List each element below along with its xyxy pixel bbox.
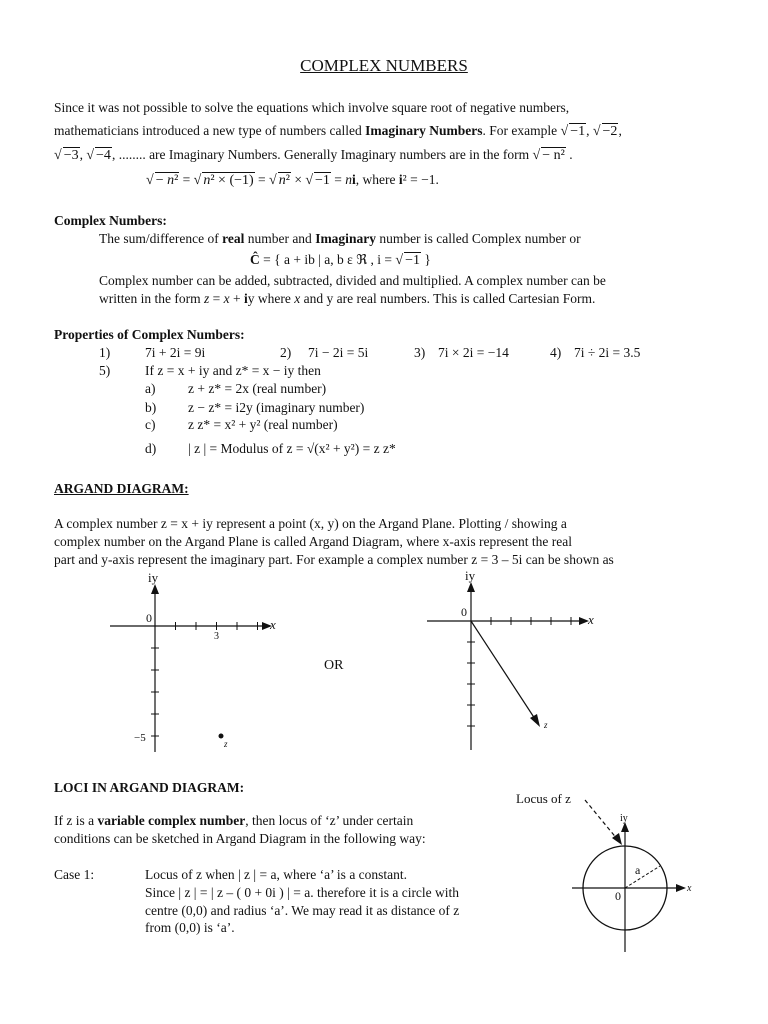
text: number is called Complex number or — [375, 231, 581, 246]
intro-text: . For example — [482, 123, 561, 138]
case-1-label: Case 1: — [54, 867, 95, 882]
argand-heading: ARGAND DIAGRAM: — [54, 481, 189, 496]
prop-5-num: 5) — [99, 363, 111, 378]
argand-line-1: A complex number z = x + iy represent a point (x, y) on the Argand Plane. Plotting / showing a — [54, 516, 567, 531]
g2-z-label: z — [544, 720, 548, 730]
intro-text: mathematicians introduced a new type of numbers called — [54, 123, 366, 138]
case-1-line-2: Since | z | = | z – ( 0 + 0i ) | = a. therefore it is a circle with — [145, 885, 460, 900]
g1-x-label: x — [270, 617, 276, 632]
radical: √ −2 — [592, 124, 618, 139]
prop-1: 7i + 2i = 9i — [145, 345, 206, 360]
locus-radius-label: a — [635, 863, 641, 877]
prop-b-num: b) — [145, 400, 157, 415]
g1-origin-label: 0 — [146, 611, 152, 625]
text: , then locus of ‘z’ under certain — [245, 813, 414, 828]
radical: √ − n² — [532, 148, 565, 163]
imaginary-numbers-term: Imaginary Numbers — [365, 123, 483, 138]
radical: √ −3 — [54, 148, 79, 163]
or-label: OR — [324, 658, 344, 673]
g2-iy-label: iy — [465, 568, 476, 583]
locus-iy-label: iy — [620, 813, 628, 824]
locus-origin-label: 0 — [615, 889, 621, 903]
prop-d-num: d) — [145, 441, 157, 456]
g1-y-arrow — [151, 584, 159, 594]
text: If z is a — [54, 813, 98, 828]
case-1-line-4: from (0,0) is ‘a’. — [145, 920, 235, 935]
properties-heading: Properties of Complex Numbers: — [54, 327, 245, 342]
radical: √ −4 — [86, 148, 111, 163]
prop-4-num: 4) — [550, 345, 562, 360]
locus-x-label: x — [687, 883, 692, 894]
prop-d: | z | = Modulus of z = √(x² + y²) = z z* — [188, 441, 396, 456]
intro-line-1: Since it was not possible to solve the equations which involve square root of negative numbers, — [54, 100, 570, 115]
prop-b: z − z* = i2y (imaginary number) — [188, 400, 365, 415]
loci-line-1 — [54, 813, 413, 829]
locus-radius — [625, 866, 660, 888]
prop-a: z + z* = 2x (real number) — [188, 381, 327, 396]
prop-5: If z = x + iy and z* = x − iy then — [145, 363, 321, 378]
page-title: COMPLEX NUMBERS — [300, 56, 468, 75]
argand-line-3: part and y-axis represent the imaginary part. For example a complex number z = 3 – 5i can be shown as — [54, 552, 614, 567]
loci-heading: LOCI IN ARGAND DIAGRAM: — [54, 780, 245, 795]
prop-4: 7i ÷ 2i = 3.5 — [574, 345, 641, 360]
intro-equation: √ − n² = √ n² × (−1) = √ n² × √ −1 = ni, where i² = −1. — [146, 172, 439, 188]
prop-a-num: a) — [145, 381, 156, 396]
locus-x-arrow — [676, 884, 686, 892]
case-1-line-3: centre (0,0) and radius ‘a’. We may read it as distance of z — [145, 903, 460, 918]
g2-origin-label: 0 — [461, 605, 467, 619]
radicand: −2 — [602, 124, 618, 139]
intro-text: , ........ are Imaginary Numbers. Generally Imaginary numbers are in the form — [111, 147, 533, 162]
prop-2-num: 2) — [280, 345, 292, 360]
complex-line-4: written in the form z = x + iy where x and y are real numbers. This is called Cartesian Form. — [99, 291, 596, 306]
locus-pointer — [585, 800, 618, 840]
radicand: − n² — [542, 148, 565, 163]
g2-vector — [471, 621, 537, 722]
intro-line-3: √ −3, √ −4, ........ are Imaginary Numbers. Generally Imaginary numbers are in the form √ − n² . — [54, 147, 573, 163]
g1-tick-3-label: 3 — [214, 631, 219, 642]
g1-point — [219, 734, 224, 739]
radicand: −3 — [63, 148, 79, 163]
loci-line-2: conditions can be sketched in Argand Diagram in the following way: — [54, 831, 426, 846]
radicand: −4 — [96, 148, 111, 163]
intro-line-2: mathematicians introduced a new type of numbers called Imaginary Numbers. For example √ −1, √ −2, — [54, 123, 622, 139]
prop-c-num: c) — [145, 417, 156, 432]
text: The sum/difference of — [99, 231, 223, 246]
g2-y-arrow — [467, 582, 475, 592]
g2-vector-arrow — [530, 714, 540, 727]
radical: √ −1 — [560, 124, 586, 139]
g1-tick-m5-label: −5 — [134, 732, 146, 744]
imaginary-term: Imaginary — [315, 231, 376, 246]
locus-label: Locus of z — [516, 791, 571, 806]
prop-1-num: 1) — [99, 345, 111, 360]
text: number and — [244, 231, 316, 246]
g1-iy-label: iy — [148, 570, 159, 585]
complex-line-3: Complex number can be added, subtracted, divided and multiplied. A complex number can be — [99, 273, 606, 288]
prop-3: 7i × 2i = −14 — [438, 345, 509, 360]
prop-c: z z* = x² + y² (real number) — [188, 417, 338, 432]
g1-z-label: z — [224, 739, 228, 749]
g2-x-label: x — [588, 612, 594, 627]
case-1-line-1: Locus of z when | z | = a, where ‘a’ is a constant. — [145, 867, 408, 882]
real-term: real — [222, 231, 245, 246]
argand-line-2: complex number on the Argand Plane is called Argand Diagram, where x-axis represent the real — [54, 534, 572, 549]
complex-set: Ĉ = { a + ib | a, b ε ℜ , i = √ −1 } — [250, 252, 431, 268]
radicand: −1 — [570, 124, 586, 139]
prop-3-num: 3) — [414, 345, 426, 360]
complex-heading: Complex Numbers: — [54, 213, 167, 228]
variable-term: variable complex number — [97, 813, 246, 828]
prop-2: 7i − 2i = 5i — [308, 345, 369, 360]
